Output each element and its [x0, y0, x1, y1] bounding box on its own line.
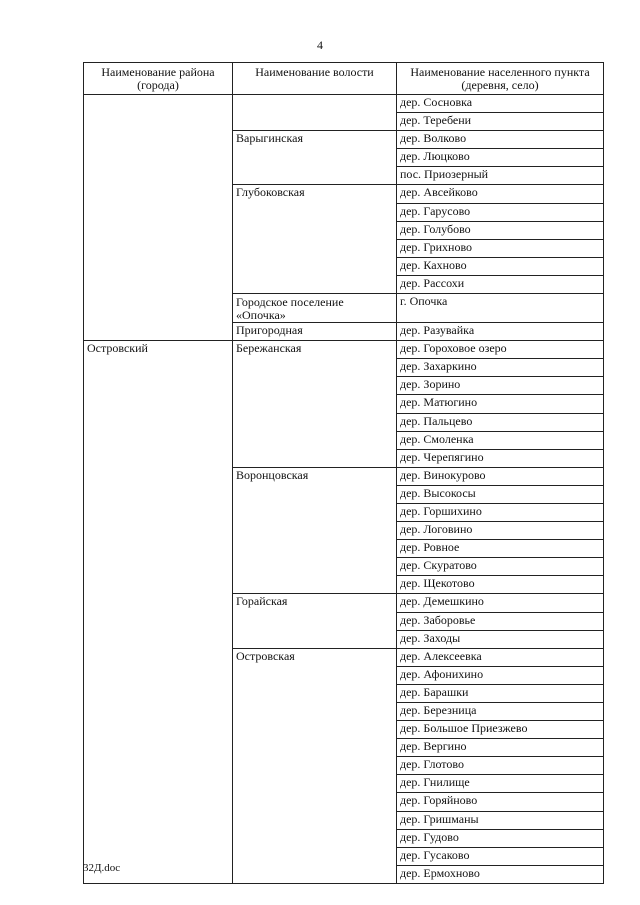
settlement-cell: дер. Горшихино [397, 503, 604, 521]
settlement-cell: дер. Гарусово [397, 203, 604, 221]
settlement-cell: дер. Матюгино [397, 395, 604, 413]
settlement-cell: дер. Пальцево [397, 413, 604, 431]
table-body [84, 95, 604, 884]
settlement-cell: дер. Горяйново [397, 793, 604, 811]
settlement-cell: дер. Разувайка [397, 323, 604, 341]
settlement-cell: дер. Ермохново [397, 865, 604, 883]
page-number: 4 [317, 38, 323, 52]
settlement-cell: дер. Глотово [397, 757, 604, 775]
volost-cell [233, 95, 397, 131]
table-row [84, 341, 604, 359]
settlement-cell: дер. Захаркино [397, 359, 604, 377]
settlement-cell: дер. Березница [397, 703, 604, 721]
settlement-cell: дер. Демешкино [397, 594, 604, 612]
settlement-cell: дер. Волково [397, 131, 604, 149]
table-header-row [84, 63, 604, 95]
settlement-cell: дер. Скуратово [397, 558, 604, 576]
settlement-cell: дер. Рассохи [397, 275, 604, 293]
settlement-cell: дер. Ровное [397, 540, 604, 558]
settlement-cell: дер. Грихново [397, 239, 604, 257]
volost-cell: Городское поселение «Опочка» [233, 294, 397, 323]
settlement-cell: дер. Винокурово [397, 467, 604, 485]
settlements-table [83, 62, 604, 884]
settlement-cell: дер. Люцково [397, 149, 604, 167]
table-row [84, 95, 604, 113]
settlement-cell: г. Опочка [397, 294, 604, 323]
settlement-cell: дер. Кахново [397, 257, 604, 275]
settlement-cell: дер. Гусаково [397, 847, 604, 865]
settlement-cell: дер. Заходы [397, 630, 604, 648]
settlement-cell: дер. Вергино [397, 739, 604, 757]
settlement-cell: дер. Гришманы [397, 811, 604, 829]
settlement-cell: дер. Зорино [397, 377, 604, 395]
header-settlement: Наименование населенного пункта (деревня, село) [397, 63, 604, 95]
settlement-cell: дер. Большое Приезжево [397, 721, 604, 739]
volost-cell: Бережанская [233, 341, 397, 468]
settlement-cell: дер. Заборовье [397, 612, 604, 630]
settlement-cell: дер. Черепягино [397, 449, 604, 467]
settlement-cell: дер. Гороховое озеро [397, 341, 604, 359]
footer-filename: 32Д.doc [83, 862, 121, 874]
header-volost: Наименование волости [233, 63, 397, 95]
settlement-cell: дер. Авсейково [397, 185, 604, 203]
volost-cell: Пригородная [233, 323, 397, 341]
volost-cell: Горайская [233, 594, 397, 648]
settlement-cell: дер. Смоленка [397, 431, 604, 449]
settlement-cell: дер. Логовино [397, 522, 604, 540]
volost-cell: Глубоковская [233, 185, 397, 294]
settlement-cell: дер. Теребени [397, 113, 604, 131]
settlement-cell: дер. Афонихино [397, 666, 604, 684]
header-district: Наименование района (города) [84, 63, 233, 95]
volost-cell: Воронцовская [233, 467, 397, 594]
volost-cell: Островская [233, 648, 397, 883]
settlement-cell: дер. Барашки [397, 684, 604, 702]
settlement-cell: дер. Голубово [397, 221, 604, 239]
settlement-cell: пос. Приозерный [397, 167, 604, 185]
settlement-cell: дер. Алексеевка [397, 648, 604, 666]
settlement-cell: дер. Гудово [397, 829, 604, 847]
settlement-cell: дер. Высокосы [397, 485, 604, 503]
settlement-cell: дер. Щекотово [397, 576, 604, 594]
district-cell: Островский [84, 341, 233, 884]
settlement-cell: дер. Гнилище [397, 775, 604, 793]
district-cell [84, 95, 233, 341]
settlement-cell: дер. Сосновка [397, 95, 604, 113]
volost-cell: Варыгинская [233, 131, 397, 185]
